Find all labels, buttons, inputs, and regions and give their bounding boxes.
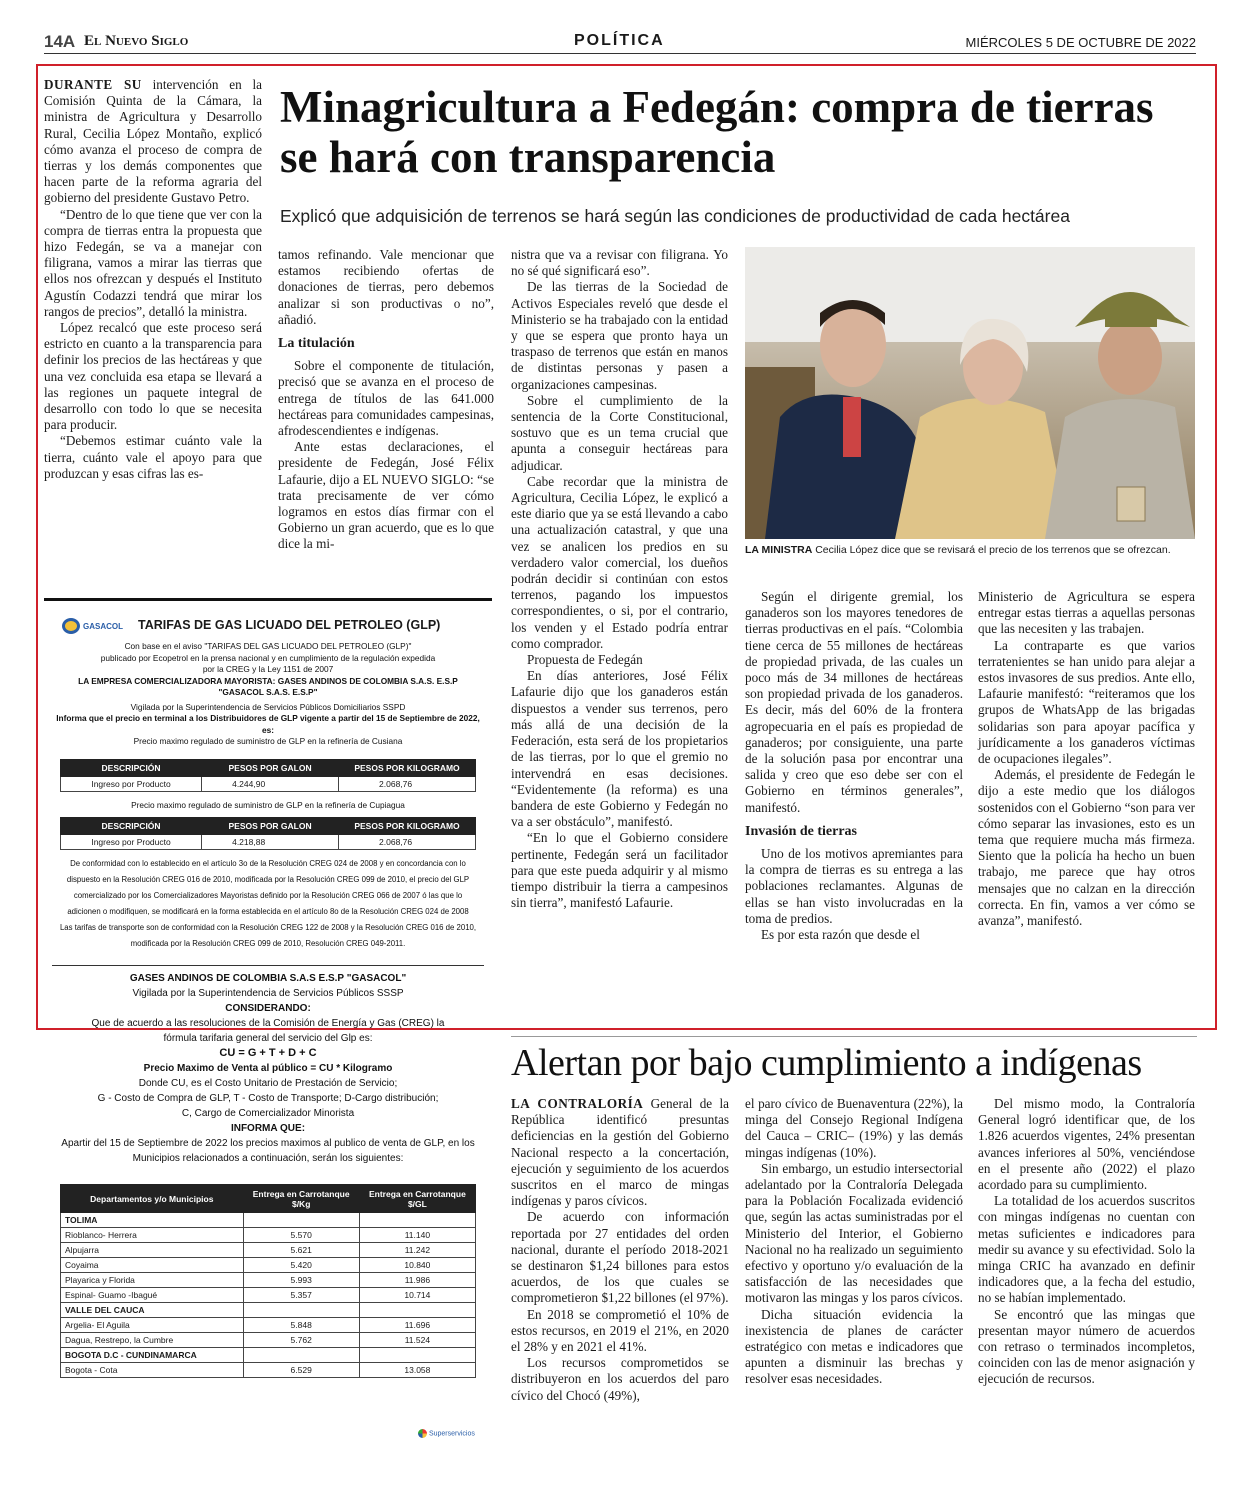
photo-caption: LA MINISTRA Cecilia López dice que se revisará el precio de los terrenos que se ofrezcan. <box>745 544 1171 556</box>
caption-lead: LA MINISTRA <box>745 544 813 556</box>
ad-divider <box>52 965 484 966</box>
paragraph: En días anteriores, José Félix Lafaurie dijo que los ganaderos están dispuestos a vender sus terrenos, pero más allá de una decisión de la Federación, esta será de los propietarios de las tierras, por lo que el gremio no intervendrá en esas decisiones. “Evidentemente (la reforma) es una bandera de este Gobierno y Fedegán no va a ser obstáculo”, manifestó. <box>511 668 728 830</box>
paper-name: El Nuevo Siglo <box>84 33 189 49</box>
municipal-price-table: Departamentos y/o Municipios Entrega en Carrotanque $/Kg Entrega en Carrotanque $/GL TOLIMA Rioblanco- Herrera 5.570 11.140 Alpujarra 5.621 11.242 Coyaima 5.420 10.840 Playarica y Florida 5.993 11.986 Espinal- Guamo -Ibagué 5.357 10.714 VALLE DEL CAUCA Argelia- El Aguila 5.848 11.696 Dagua, Restrepo, la Cumbre 5.762 11.524 BOGOTA D.C - CUNDINAMARCA Bogota - Cota 6.529 13.058 <box>60 1184 476 1378</box>
paragraph: el paro cívico de Buenaventura (22%), la minga del Consejo Regional Indígena del Cauca – CRIC– (19%) y las demás mingas indígenas (10%). <box>745 1096 963 1160</box>
superservicios-logo: Superservicios <box>418 1429 475 1438</box>
table-row: TOLIMA <box>61 1213 476 1228</box>
gasacol-logo-icon <box>62 618 80 634</box>
paragraph: Según el dirigente gremial, los ganaderos son los mayores tenedores de tierras productivas en el país. “Colombia tiene cerca de 55 millones de hectáreas de propiedad privada, de las cuales un poco más de 34 millones de hectáreas son propiedad privada de los ganaderos. Es decir, más del 60% de la frontera agropecuaria en el país es propiedad de ganaderos; por consiguiente, una parte de la solución pasa por encontrar una salida y creo que eso debe ser con el Gobierno en términos generales”, manifestó. <box>745 589 963 815</box>
paragraph: Es por esta razón que desde el <box>761 927 920 943</box>
article-photo <box>745 247 1195 539</box>
article-column-4 <box>745 589 963 943</box>
gas-tariff-ad <box>44 598 492 1446</box>
paragraph: Los recursos comprometidos se distribuyeron en los acuerdos del paro cívico del Chocó (49%), <box>511 1355 729 1403</box>
price-table-cusiana: DESCRIPCIÓN PESOS POR GALON PESOS POR KILOGRAMO Ingreso por Producto 4.244,90 2.068,76 <box>60 759 476 792</box>
table-row: Playarica y Florida 5.993 11.986 <box>61 1273 476 1288</box>
table-row: Alpujarra 5.621 11.242 <box>61 1243 476 1258</box>
article-deck: Explicó que adquisición de terrenos se hará según las condiciones de productividad de cada hectárea <box>280 206 1070 226</box>
ad-header <box>62 617 482 637</box>
paragraph: En 2018 se comprometió el 10% de estos recursos, en 2019 el 21%, en 2020 el 28% y en 2021 el 41%. <box>511 1306 729 1355</box>
paragraph: De acuerdo con información reportada por 27 entidades del orden nacional, durante el período 2018-2021 se destinaron $1,24 billones para estos acuerdos, de los que cuales se comprometieron $1,22 billones (el 97%). <box>511 1209 729 1306</box>
paragraph: Sin embargo, un estudio intersectorial adelantado por la Contraloría Delegada para la Población Focalizada evidenció que, según las actas suministradas por el Ministerio del Interior, el Gobierno Nacional no ha realizado un seguimiento efectivo y oportuno y/o evaluación de la satisfacción de las necesidades que motivaron las mingas y los paros cívicos. <box>745 1160 963 1306</box>
paragraph: La contraparte es que varios terratenientes se han unido para alejar a estos invasores de sus predios. Ante ello, Lafaurie manifestó: “reiteramos que los grupos de WhatsApp de las brigadas solidarias son para apoyar pacífica y jurídicamente a los ganaderos víctimas de ocupaciones ilegales”. <box>978 637 1195 767</box>
table-row: Ingreso por Producto 4.244,90 2.068,76 <box>61 777 476 792</box>
table-row: Argelia- El Aguila 5.848 11.696 <box>61 1318 476 1333</box>
photo-illustration <box>745 247 1195 539</box>
article2-rule <box>511 1036 1197 1037</box>
table-row: Rioblanco- Herrera 5.570 11.140 <box>61 1228 476 1243</box>
paragraph: Ministerio de Agricultura se espera entregar estas tierras a aquellas personas que las necesiten y las trabajen. <box>978 589 1195 637</box>
article2-headline: Alertan por bajo cumplimiento a indígenas <box>511 1042 1142 1084</box>
price-table-cupiagua: DESCRIPCIÓN PESOS POR GALON PESOS POR KILOGRAMO Ingreso por Producto 4.218,88 2.068,76 <box>60 817 476 850</box>
paragraph: Sobre el cumplimiento de la sentencia de la Corte Constitucional, sostuvo que es un tema crucial que apunta a conseguir hectáreas para adjudicar. <box>511 392 728 473</box>
article-column-3 <box>511 247 728 911</box>
paragraph: DURANTE SU intervención en la Comisión Quinta de la Cámara, la ministra de Agricultura y Desarrollo Rural, Cecilia López Montaño, explicó cómo avanza el proceso de compra de tierras y los demás componentes que hacen parte de la reforma agraria del gobierno del presidente Gustavo Petro. <box>44 77 262 206</box>
masthead <box>44 32 1196 54</box>
paragraph: tamos refinando. Vale mencionar que estamos recibiendo ofertas de donaciones de tierras, pero debemos analizar si son productivas o no”, añadió. <box>278 247 494 327</box>
subheading: La titulación <box>278 336 355 352</box>
superservicios-icon <box>418 1429 427 1438</box>
table-row: Bogota - Cota 6.529 13.058 <box>61 1363 476 1378</box>
article2-column-1 <box>511 1096 729 1404</box>
paragraph: “Debemos estimar cuánto vale la tierra, cuánto vale el apoyo para que produzcan y esas cifras las es- <box>44 433 262 481</box>
paragraph: Uno de los motivos apremiantes para la compra de tierras es su entrega a las poblaciones reclamantes. Algunas de ellas se han visto involucradas en la toma de predios. <box>745 846 963 926</box>
paragraph: nistra que va a revisar con filigrana. Yo no sé qué significará eso”. <box>511 247 728 279</box>
ad-intro: Con base en el aviso "TARIFAS DEL GAS LICUADO DEL PETROLEO (GLP)" publicado por Ecopetrol en la prensa nacional y en cumplimiento de la regulación expedida por la CREG y la Ley 1151 de 2007 LA EMPRESA COMERCIALIZADORA MAYORISTA: GASES ANDINOS DE COLOMBIA S.A.S. E.S.P "GASACOL S.A.S. E.S.P" Vigilada por la Superintendencia de Servicios Públicos Domiciliarios SSPD Informa que el precio en terminal a los Distribuidores de GLP vigente a partir del 15 de Septiembre de 2022, es: Precio maximo regulado de suministro de GLP en la refinería de Cusiana <box>56 641 480 746</box>
ad-cupiagua-note: Precio maximo regulado de suministro de GLP en la refinería de Cupiagua <box>131 800 405 810</box>
paragraph: Sobre el componente de titulación, precisó que se avanza en el proceso de entrega de títulos de las 641.000 hectáreas para comunidades campesinas, afrodescendientes e indígenas. <box>278 358 494 439</box>
gasacol-logo-text: GASACOL <box>83 622 123 631</box>
table-row: Coyaima 5.420 10.840 <box>61 1258 476 1273</box>
subheading: Invasión de tierras <box>745 823 857 839</box>
paragraph: “Dentro de lo que tiene que ver con la compra de tierras entra la propuesta que hizo Fedegán, se va a manejar con filigrana, vamos a mirar las tierras que ellos nos ofrezcan y después el Instituto Agustín Codazzi tendrá que mirar los rangos de precios”, detalló la ministra. <box>44 206 262 319</box>
paragraph: Se encontró que las mingas que presentan mayor número de acuerdos con retraso o terminados incompletos, coinciden con las de menor asignación y ejecución de recursos. <box>978 1306 1195 1387</box>
article2-column-2 <box>745 1096 963 1388</box>
section-name: POLÍTICA <box>574 32 665 49</box>
paragraph: “En lo que el Gobierno considere pertinente, Fedegán será un facilitador para que este pueda adquirir y al mismo tiempo distribuir la tierra a campesinos sin tierra”, manifestó Lafaurie. <box>511 830 728 911</box>
paragraph: LA CONTRALORÍA General de la República identificó presuntas deficiencias en la gestión del Gobierno Nacional respecto a la concertación, ejecución y seguimiento de los acuerdos suscritos en el marco de mingas indígenas y paros cívicos. <box>511 1096 729 1209</box>
ad-considerando: GASES ANDINOS DE COLOMBIA S.A.S E.S.P "GASACOL" Vigilada por la Superintendencia de Servicios Públicos SSSP CONSIDERANDO: Que de acuerdo a las resoluciones de la Comisión de Energía y Gas (CREG) la fórmula tarifaria general del servicio del Glp es: CU = G + T + D + C Precio Maximo de Venta al público = CU * Kilogramo Donde CU, es el Costo Unitario de Prestación de Servicio; G - Costo de Compra de GLP, T - Costo de Transporte; D-Cargo distribución; C, Cargo de Comercializador Minorista INFORMA QUE: Apartir del 15 de Septiembre de 2022 los precios maximos al publico de venta de GLP, en los Municipios relacionados a continuación, serán los siguientes: <box>61 973 475 1164</box>
table-row: BOGOTA D.C - CUNDINAMARCA <box>61 1348 476 1363</box>
paragraph: De las tierras de la Sociedad de Activos Especiales reveló que desde el Ministerio se ha trabajado con la entidad y que se espera que pronto haya un traspaso de terrenos que están en manos de distintas personas y pasen a organizaciones campesinas. <box>511 279 728 392</box>
paragraph: López recalcó que este proceso será estricto en cuanto a la transparencia para definir los precios de las hectáreas y que una vez concluida esa etapa se llevará a las regiones un paquete integral de desarrollo con todo lo que se necesita para producir. <box>44 320 262 433</box>
table-row: Ingreso por Producto 4.218,88 2.068,76 <box>61 835 476 850</box>
paragraph: Cabe recordar que la ministra de Agricultura, Cecilia López, le explicó a este diario que ya se está llevando a cabo una actualización catastral, y que una vez se analicen los predios en su verdadero valor comercial, los dueños podrán decidir si continúan con estos terrenos, pagando los impuestos correspondientes, o si, por el contrario, los venden y el Estado podría entrar como comprador. <box>511 473 728 651</box>
ad-title: TARIFAS DE GAS LICUADO DEL PETROLEO (GLP) <box>138 618 441 632</box>
paragraph: Además, el presidente de Fedegán le dijo a este medio que los diálogos sostenidos con el Gobierno “son para ver cómo separar las invasiones, esto es un tema que requiere mucha más firmeza. Siento que la policía ha hecho un buen trabajo, me parece que hay otros mensajes que no calzan en la dirección correcta. En fin, vamos a ver cómo se avanza”, manifestó. <box>978 767 1195 929</box>
paragraph: Dicha situación evidencia la inexistencia de planes de carácter estratégico con metas e indicadores que apunten a disminuir las brechas y resolver esas necesidades. <box>745 1306 963 1387</box>
paragraph: Propuesta de Fedegán <box>527 652 643 668</box>
lead-in: DURANTE SU <box>44 77 142 92</box>
article-column-2 <box>278 247 494 553</box>
paragraph: La totalidad de los acuerdos suscritos con mingas indígenas no cuentan con metas suficientes e indicadores para medir su avance y su efectividad. Solo la minga CRIC ha avanzado en definir indicadores que, a la fecha del estudio, no se habían implementado. <box>978 1193 1195 1306</box>
table-row: Espinal- Guamo -Ibagué 5.357 10.714 <box>61 1288 476 1303</box>
lead-in: LA CONTRALORÍA <box>511 1096 644 1111</box>
page-number: 14A <box>44 32 76 51</box>
paragraph: Del mismo modo, la Contraloría General logró identificar que, de los 1.826 acuerdos vigentes, 24% presentan avances inferiores al 50%, venciéndose en el presente año (2022) el plazo acordado para su cumplimiento. <box>978 1096 1195 1193</box>
table-row: VALLE DEL CAUCA <box>61 1303 476 1318</box>
article-column-1 <box>44 77 262 482</box>
article2-column-3 <box>978 1096 1195 1388</box>
table-row: Dagua, Restrepo, la Cumbre 5.762 11.524 <box>61 1333 476 1348</box>
article-column-5 <box>978 589 1195 929</box>
issue-date: MIÉRCOLES 5 DE OCTUBRE DE 2022 <box>965 35 1196 50</box>
paragraph: Ante estas declaraciones, el presidente de Fedegán, José Félix Lafaurie, dijo a EL NUEVO SIGLO: “se trata precisamente de ver cómo logramos en estos días firmar con el Gobierno un gran acuerdo, que es lo que dice la mi- <box>278 439 494 552</box>
article-headline: Minagricultura a Fedegán: compra de tierras se hará con transparencia <box>280 82 1154 182</box>
ad-legal-text: De conformidad con lo establecido en el artículo 3o de la Resolución CREG 024 de 2008 y en concordancia con lo dispuesto en la Resolución CREG 016 de 2010, modificada por la Resolución CREG 099 de 2010, el precio del GLP comercializado por los Comercializadores Mayoristas definido por la Resolución CREG 066 de 2007 ó las que lo adicionen o modifiquen, se modificará en la forma establecida en el artículo 8o de la Resolución CREG 024 de 2008 Las tarifas de transporte son de conformidad con la Resolución CREG 122 de 2008 y la Resolución CREG 016 de 2010, modificada por la Resolución CREG 099 de 2010, Resolución CREG 049-2011. <box>59 859 477 948</box>
